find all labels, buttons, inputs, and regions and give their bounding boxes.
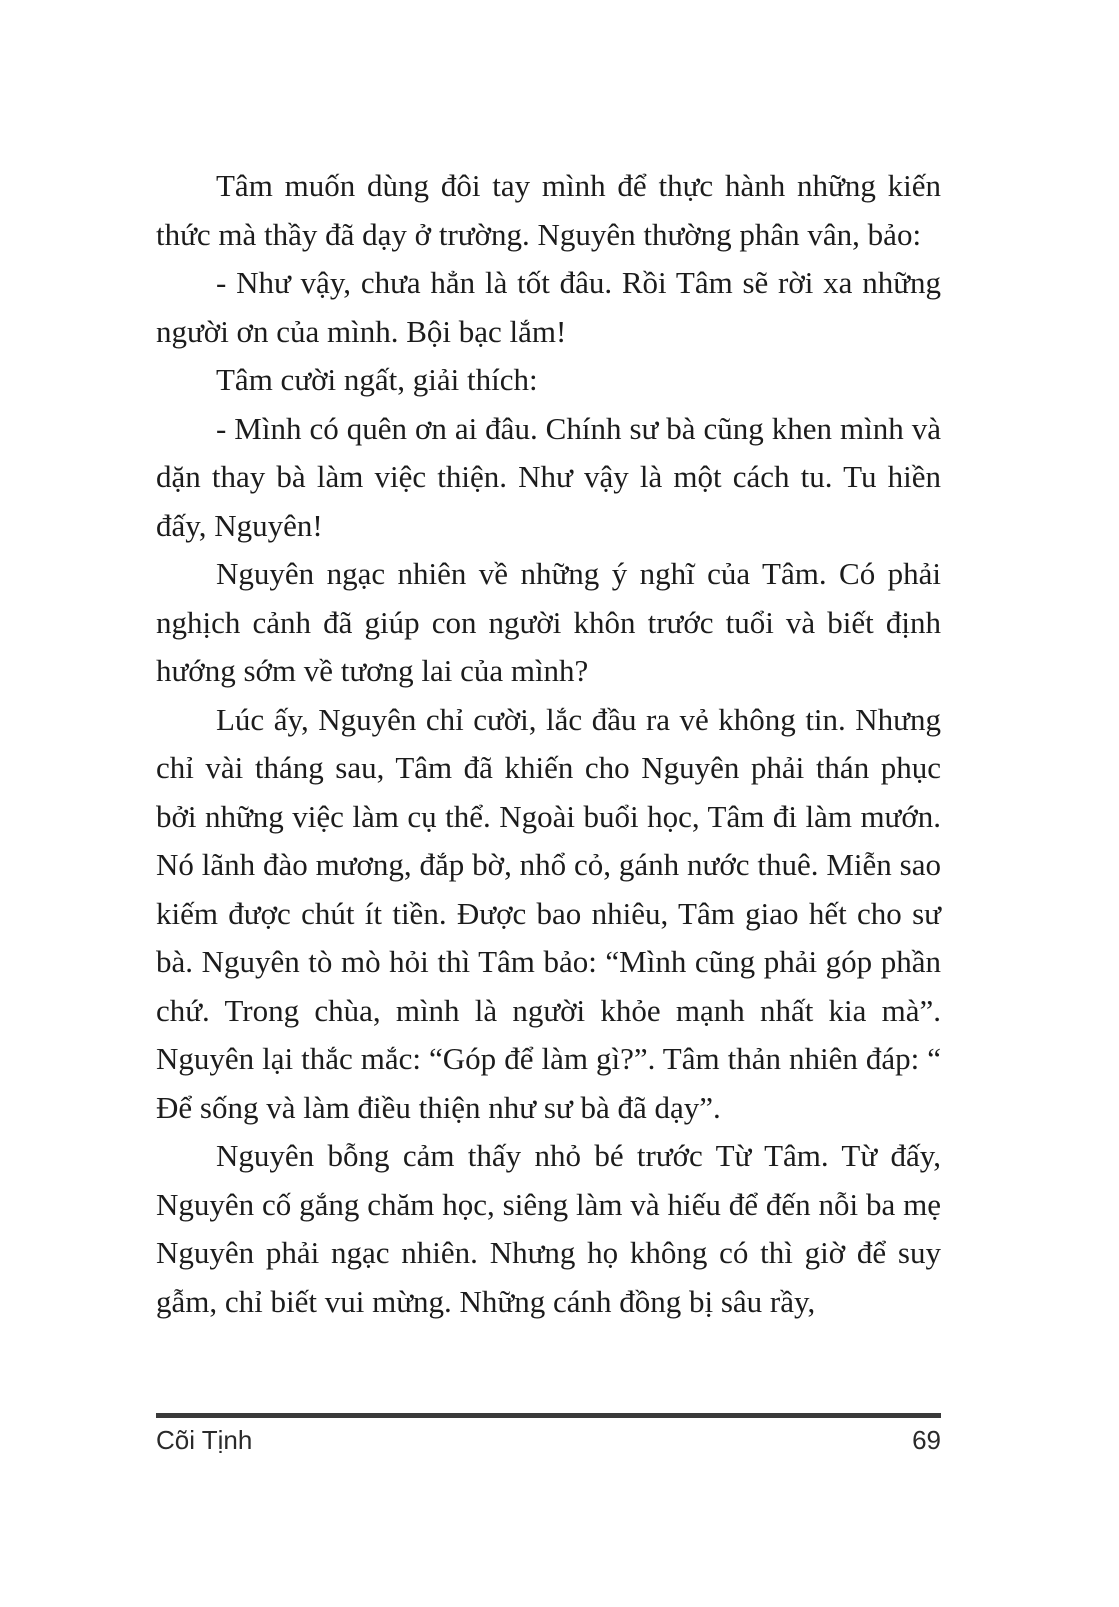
paragraph-7: Nguyên bỗng cảm thấy nhỏ bé trước Từ Tâm. Từ đấy, Nguyên cố gắng chăm học, siêng làm và hiếu để đến nỗi ba mẹ Nguyên phải ngạc nhiên. Nhưng họ không có thì giờ để suy gẫm, chỉ biết vui mừng. Những cánh đồng bị sâu rầy, bbox=[156, 1138, 941, 1319]
footer-divider bbox=[156, 1413, 941, 1418]
paragraph-5: Nguyên ngạc nhiên về những ý nghĩ của Tâm. Có phải nghịch cảnh đã giúp con người khôn trước tuổi và biết định hướng sớm về tương lai của mình? bbox=[156, 556, 941, 688]
paragraph-3: Tâm cười ngất, giải thích: bbox=[216, 362, 538, 397]
paragraph-2: - Như vậy, chưa hẳn là tốt đâu. Rồi Tâm sẽ rời xa những người ơn của mình. Bội bạc lắm! bbox=[156, 265, 941, 349]
body-text bbox=[156, 162, 941, 1326]
paragraph-6: Lúc ấy, Nguyên chỉ cười, lắc đầu ra vẻ không tin. Nhưng chỉ vài tháng sau, Tâm đã khiến cho Nguyên phải thán phục bởi những việc làm cụ thể. Ngoài buổi học, Tâm đi làm mướn. Nó lãnh đào mương, đắp bờ, nhổ cỏ, gánh nước thuê. Miễn sao kiếm được chút ít tiền. Được bao nhiêu, Tâm giao hết cho sư bà. Nguyên tò mò hỏi thì Tâm bảo: “Mình cũng phải góp phần chứ. Trong chùa, mình là người khỏe mạnh nhất kia mà”. Nguyên lại thắc mắc: “Góp để làm gì?”. Tâm thản nhiên đáp: “ Để sống và làm điều thiện như sư bà đã dạy”. bbox=[156, 701, 941, 1125]
page-number: 69 bbox=[912, 1425, 941, 1455]
paragraph-4: - Mình có quên ơn ai đâu. Chính sư bà cũng khen mình và dặn thay bà làm việc thiện. Như vậy là một cách tu. Tu hiền đấy, Nguyên! bbox=[156, 410, 941, 543]
footer-book-title: Cõi Tịnh bbox=[156, 1425, 253, 1455]
paragraph-1: Tâm muốn dùng đôi tay mình để thực hành những kiến thức mà thầy đã dạy ở trường. Nguyên thường phân vân, bảo: bbox=[156, 168, 941, 252]
